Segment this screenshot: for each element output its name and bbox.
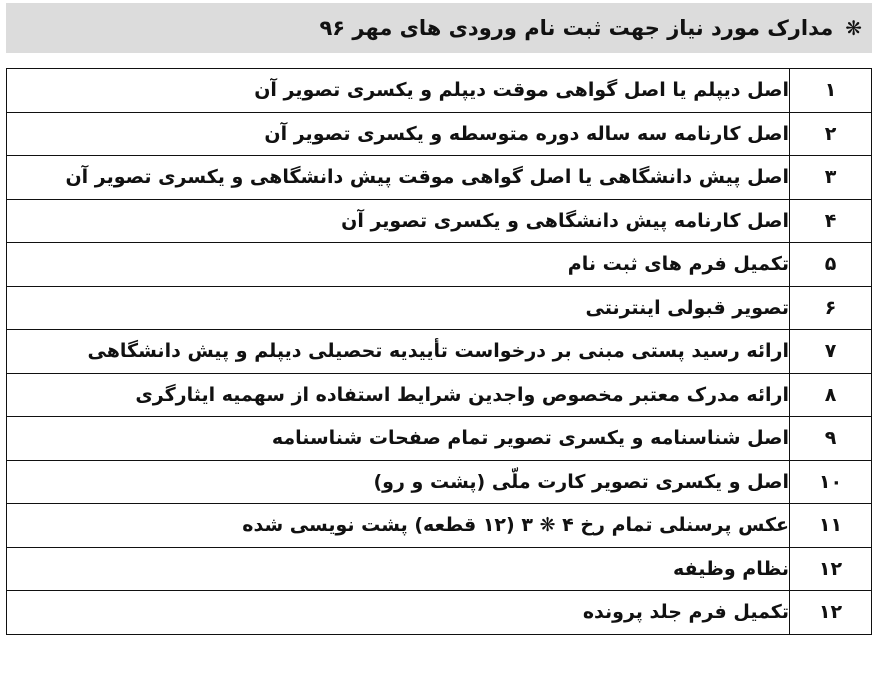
document-requirement: اصل کارنامه سه ساله دوره متوسطه و یکسری تصویر آن bbox=[7, 112, 790, 156]
table-row bbox=[7, 460, 872, 504]
table-row bbox=[7, 69, 872, 113]
document-requirement: تکمیل فرم های ثبت نام bbox=[7, 243, 790, 287]
row-number: ۱۲ bbox=[790, 591, 872, 635]
row-number: ۱ bbox=[790, 69, 872, 113]
document-requirement: اصل دیپلم یا اصل گواهی موقت دیپلم و یکسری تصویر آن bbox=[7, 69, 790, 113]
document-requirement: اصل و یکسری تصویر کارت ملّی (پشت و رو) bbox=[7, 460, 790, 504]
table-row bbox=[7, 547, 872, 591]
document-requirement: عکس پرسنلی تمام رخ ۴ ❋ ۳ (۱۲ قطعه) پشت نویسی شده bbox=[7, 504, 790, 548]
documents-table bbox=[6, 68, 872, 635]
row-number: ۱۱ bbox=[790, 504, 872, 548]
document-requirement: ارائه مدرک معتبر مخصوص واجدین شرایط استفاده از سهمیه ایثارگری bbox=[7, 373, 790, 417]
row-number: ۷ bbox=[790, 330, 872, 374]
row-number: ۸ bbox=[790, 373, 872, 417]
table-row bbox=[7, 156, 872, 200]
row-number: ۱۰ bbox=[790, 460, 872, 504]
document-requirement: اصل پیش دانشگاهی یا اصل گواهی موقت پیش دانشگاهی و یکسری تصویر آن bbox=[7, 156, 790, 200]
table-row bbox=[7, 417, 872, 461]
row-number: ۳ bbox=[790, 156, 872, 200]
table-row bbox=[7, 330, 872, 374]
page-title-bar bbox=[6, 3, 872, 53]
page-title: مدارک مورد نیاز جهت ثبت نام ورودی های مهر ۹۶ bbox=[319, 16, 834, 40]
document-requirement: نظام وظیفه bbox=[7, 547, 790, 591]
document-requirement: تکمیل فرم جلد پرونده bbox=[7, 591, 790, 635]
document-requirement: اصل کارنامه پیش دانشگاهی و یکسری تصویر آن bbox=[7, 199, 790, 243]
bullet-star-icon: ❋ bbox=[845, 16, 862, 40]
table-row bbox=[7, 199, 872, 243]
row-number: ۹ bbox=[790, 417, 872, 461]
table-row bbox=[7, 112, 872, 156]
table-row bbox=[7, 286, 872, 330]
row-number: ۲ bbox=[790, 112, 872, 156]
document-requirement: اصل شناسنامه و یکسری تصویر تمام صفحات شناسنامه bbox=[7, 417, 790, 461]
row-number: ۵ bbox=[790, 243, 872, 287]
row-number: ۶ bbox=[790, 286, 872, 330]
document-requirement: تصویر قبولی اینترنتی bbox=[7, 286, 790, 330]
table-row bbox=[7, 504, 872, 548]
documents-table-body bbox=[7, 69, 872, 635]
table-row bbox=[7, 591, 872, 635]
table-row bbox=[7, 373, 872, 417]
row-number: ۴ bbox=[790, 199, 872, 243]
document-requirement: ارائه رسید پستی مبنی بر درخواست تأییدیه تحصیلی دیپلم و پیش دانشگاهی bbox=[7, 330, 790, 374]
table-row bbox=[7, 243, 872, 287]
row-number: ۱۲ bbox=[790, 547, 872, 591]
